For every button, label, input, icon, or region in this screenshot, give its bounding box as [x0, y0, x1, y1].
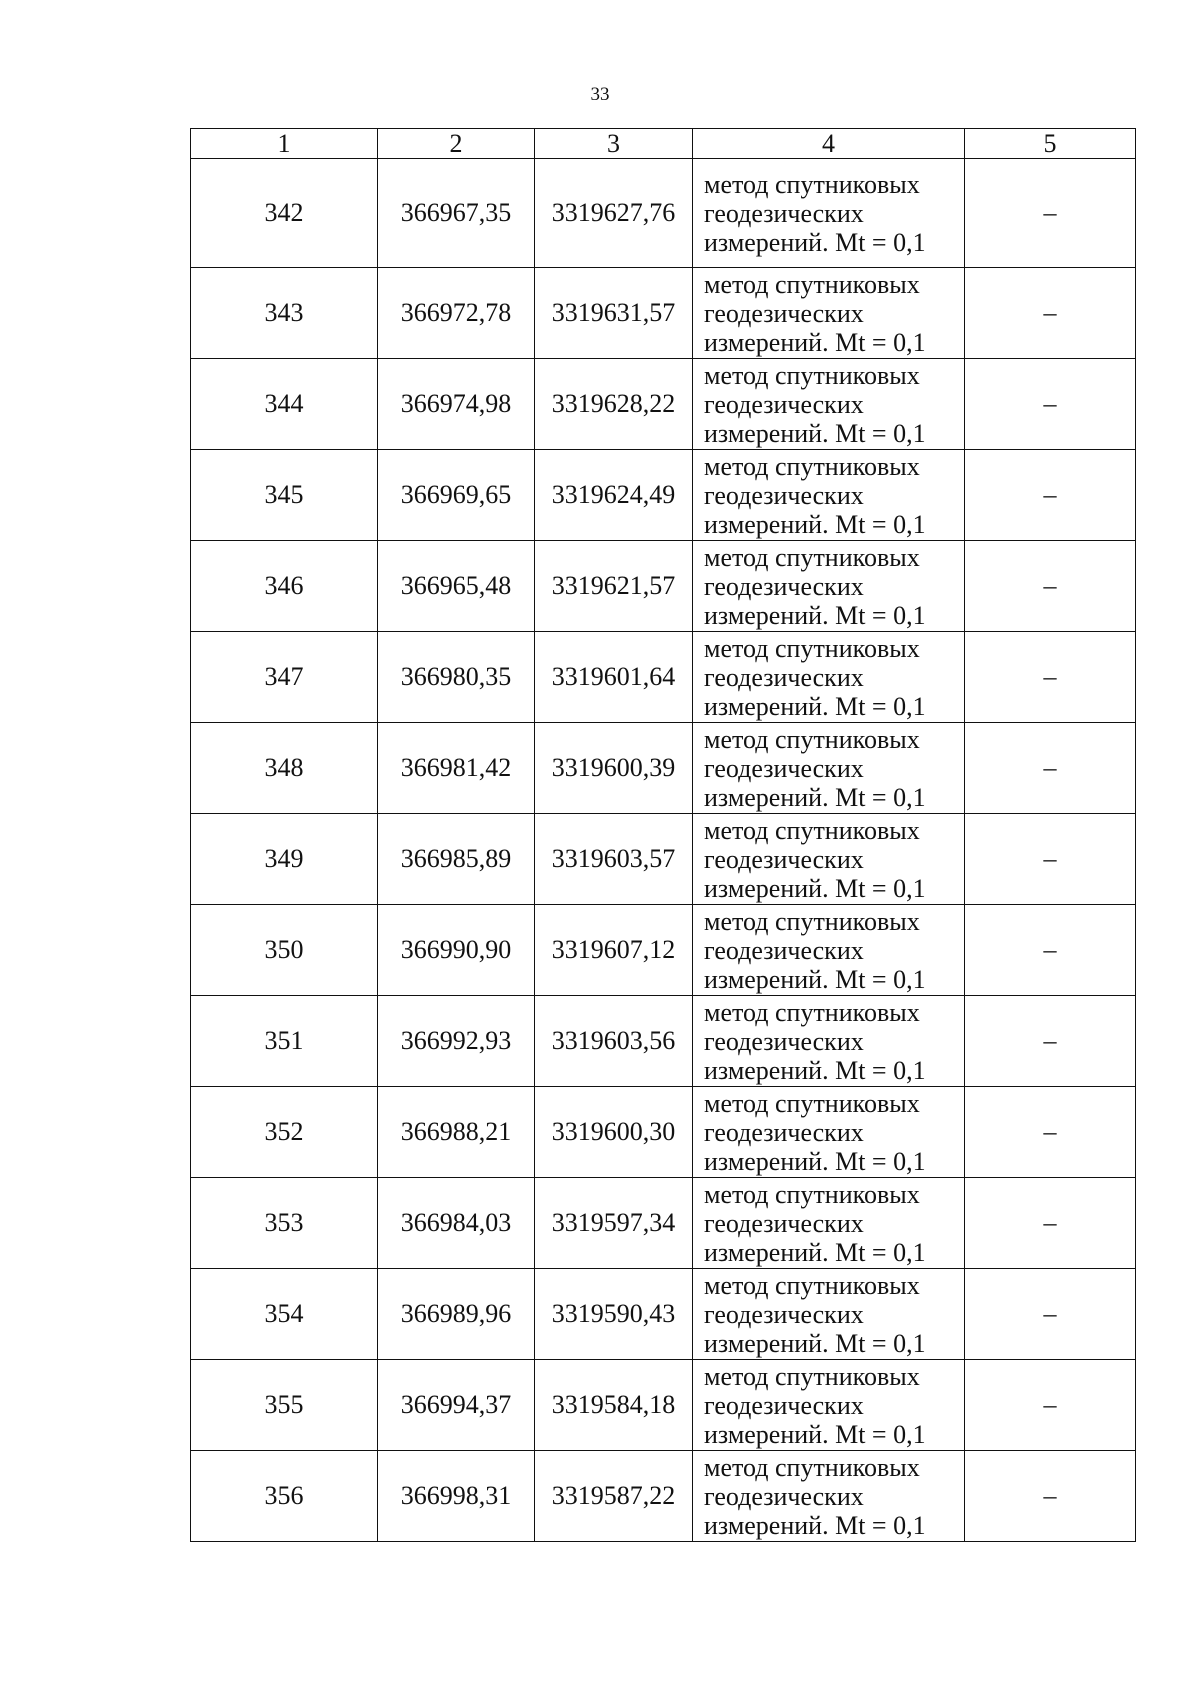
- x-coordinate-cell: 366969,65: [378, 450, 535, 541]
- method-line: измерений. Mt = 0,1: [704, 691, 926, 721]
- method-line: измерений. Mt = 0,1: [704, 1419, 926, 1449]
- method-cell: [693, 1087, 965, 1178]
- table-row: [191, 996, 1136, 1087]
- method-line: геодезических: [704, 662, 864, 692]
- note-cell: –: [965, 1360, 1136, 1451]
- method-line: метод спутниковых: [704, 269, 920, 299]
- x-coordinate-cell: 366972,78: [378, 268, 535, 359]
- method-line: измерений. Mt = 0,1: [704, 509, 926, 539]
- method-line: геодезических: [704, 389, 864, 419]
- x-coordinate-cell: 366994,37: [378, 1360, 535, 1451]
- y-coordinate-cell: 3319627,76: [535, 159, 693, 268]
- point-number-cell: 352: [191, 1087, 378, 1178]
- method-line: геодезических: [704, 1117, 864, 1147]
- method-line: измерений. Mt = 0,1: [704, 1237, 926, 1267]
- method-cell: [693, 723, 965, 814]
- note-cell: –: [965, 159, 1136, 268]
- note-cell: –: [965, 1087, 1136, 1178]
- note-cell: –: [965, 905, 1136, 996]
- method-line: геодезических: [704, 198, 864, 228]
- column-header: 5: [965, 129, 1136, 159]
- point-number-cell: 350: [191, 905, 378, 996]
- table-row: [191, 723, 1136, 814]
- point-number-cell: 354: [191, 1269, 378, 1360]
- method-line: измерений. Mt = 0,1: [704, 227, 926, 257]
- method-line: метод спутниковых: [704, 724, 920, 754]
- y-coordinate-cell: 3319590,43: [535, 1269, 693, 1360]
- point-number-cell: 342: [191, 159, 378, 268]
- method-cell: [693, 1360, 965, 1451]
- note-cell: –: [965, 814, 1136, 905]
- y-coordinate-cell: 3319603,56: [535, 996, 693, 1087]
- x-coordinate-cell: 366980,35: [378, 632, 535, 723]
- point-number-cell: 347: [191, 632, 378, 723]
- x-coordinate-cell: 366988,21: [378, 1087, 535, 1178]
- table-row: [191, 905, 1136, 996]
- method-line: метод спутниковых: [704, 997, 920, 1027]
- method-line: геодезических: [704, 935, 864, 965]
- method-line: геодезических: [704, 1026, 864, 1056]
- method-cell: [693, 1451, 965, 1542]
- method-line: метод спутниковых: [704, 633, 920, 663]
- table-row: [191, 1360, 1136, 1451]
- method-cell: [693, 359, 965, 450]
- x-coordinate-cell: 366998,31: [378, 1451, 535, 1542]
- x-coordinate-cell: 366992,93: [378, 996, 535, 1087]
- y-coordinate-cell: 3319631,57: [535, 268, 693, 359]
- note-cell: –: [965, 450, 1136, 541]
- point-number-cell: 349: [191, 814, 378, 905]
- method-cell: [693, 1178, 965, 1269]
- coordinates-table: [190, 128, 1136, 1542]
- note-cell: –: [965, 541, 1136, 632]
- method-line: геодезических: [704, 1481, 864, 1511]
- note-cell: –: [965, 723, 1136, 814]
- y-coordinate-cell: 3319601,64: [535, 632, 693, 723]
- y-coordinate-cell: 3319584,18: [535, 1360, 693, 1451]
- note-cell: –: [965, 632, 1136, 723]
- method-line: геодезических: [704, 753, 864, 783]
- method-cell: [693, 632, 965, 723]
- method-line: измерений. Mt = 0,1: [704, 873, 926, 903]
- page-number: 33: [590, 84, 610, 105]
- note-cell: –: [965, 359, 1136, 450]
- method-line: измерений. Mt = 0,1: [704, 600, 926, 630]
- x-coordinate-cell: 366981,42: [378, 723, 535, 814]
- x-coordinate-cell: 366974,98: [378, 359, 535, 450]
- method-line: метод спутниковых: [704, 1270, 920, 1300]
- method-line: геодезических: [704, 571, 864, 601]
- point-number-cell: 356: [191, 1451, 378, 1542]
- y-coordinate-cell: 3319587,22: [535, 1451, 693, 1542]
- method-cell: [693, 450, 965, 541]
- note-cell: –: [965, 1178, 1136, 1269]
- table-row: [191, 1087, 1136, 1178]
- method-line: метод спутниковых: [704, 1088, 920, 1118]
- method-cell: [693, 814, 965, 905]
- method-line: измерений. Mt = 0,1: [704, 782, 926, 812]
- method-line: измерений. Mt = 0,1: [704, 418, 926, 448]
- x-coordinate-cell: 366990,90: [378, 905, 535, 996]
- note-cell: –: [965, 268, 1136, 359]
- method-cell: [693, 541, 965, 632]
- table-row: [191, 1178, 1136, 1269]
- point-number-cell: 345: [191, 450, 378, 541]
- y-coordinate-cell: 3319621,57: [535, 541, 693, 632]
- method-line: геодезических: [704, 1390, 864, 1420]
- method-cell: [693, 996, 965, 1087]
- table-row: [191, 159, 1136, 268]
- table-row: [191, 450, 1136, 541]
- table-body: [191, 159, 1136, 1542]
- method-line: метод спутниковых: [704, 169, 920, 199]
- method-line: геодезических: [704, 298, 864, 328]
- method-line: измерений. Mt = 0,1: [704, 327, 926, 357]
- x-coordinate-cell: 366984,03: [378, 1178, 535, 1269]
- y-coordinate-cell: 3319624,49: [535, 450, 693, 541]
- note-cell: –: [965, 1269, 1136, 1360]
- method-line: метод спутниковых: [704, 815, 920, 845]
- x-coordinate-cell: 366965,48: [378, 541, 535, 632]
- method-line: метод спутниковых: [704, 1361, 920, 1391]
- table-row: [191, 1451, 1136, 1542]
- method-line: геодезических: [704, 1299, 864, 1329]
- x-coordinate-cell: 366989,96: [378, 1269, 535, 1360]
- method-line: метод спутниковых: [704, 1452, 920, 1482]
- method-line: измерений. Mt = 0,1: [704, 1328, 926, 1358]
- method-line: метод спутниковых: [704, 906, 920, 936]
- note-cell: –: [965, 1451, 1136, 1542]
- method-cell: [693, 159, 965, 268]
- point-number-cell: 344: [191, 359, 378, 450]
- point-number-cell: 351: [191, 996, 378, 1087]
- method-line: измерений. Mt = 0,1: [704, 1055, 926, 1085]
- y-coordinate-cell: 3319603,57: [535, 814, 693, 905]
- point-number-cell: 353: [191, 1178, 378, 1269]
- x-coordinate-cell: 366985,89: [378, 814, 535, 905]
- point-number-cell: 355: [191, 1360, 378, 1451]
- y-coordinate-cell: 3319600,30: [535, 1087, 693, 1178]
- method-cell: [693, 905, 965, 996]
- method-line: метод спутниковых: [704, 451, 920, 481]
- method-line: метод спутниковых: [704, 542, 920, 572]
- method-line: геодезических: [704, 844, 864, 874]
- point-number-cell: 348: [191, 723, 378, 814]
- table-row: [191, 814, 1136, 905]
- column-header: 2: [378, 129, 535, 159]
- y-coordinate-cell: 3319600,39: [535, 723, 693, 814]
- y-coordinate-cell: 3319607,12: [535, 905, 693, 996]
- column-header: 3: [535, 129, 693, 159]
- table-row: [191, 268, 1136, 359]
- note-cell: –: [965, 996, 1136, 1087]
- table-row: [191, 1269, 1136, 1360]
- method-line: измерений. Mt = 0,1: [704, 1146, 926, 1176]
- x-coordinate-cell: 366967,35: [378, 159, 535, 268]
- column-header: 4: [693, 129, 965, 159]
- method-cell: [693, 268, 965, 359]
- method-line: метод спутниковых: [704, 360, 920, 390]
- y-coordinate-cell: 3319628,22: [535, 359, 693, 450]
- method-cell: [693, 1269, 965, 1360]
- method-line: геодезических: [704, 480, 864, 510]
- table-row: [191, 359, 1136, 450]
- column-header: 1: [191, 129, 378, 159]
- point-number-cell: 343: [191, 268, 378, 359]
- method-line: измерений. Mt = 0,1: [704, 1510, 926, 1540]
- method-line: геодезических: [704, 1208, 864, 1238]
- table-row: [191, 632, 1136, 723]
- method-line: метод спутниковых: [704, 1179, 920, 1209]
- y-coordinate-cell: 3319597,34: [535, 1178, 693, 1269]
- table-row: [191, 541, 1136, 632]
- table-header-row: [191, 129, 1136, 159]
- point-number-cell: 346: [191, 541, 378, 632]
- method-line: измерений. Mt = 0,1: [704, 964, 926, 994]
